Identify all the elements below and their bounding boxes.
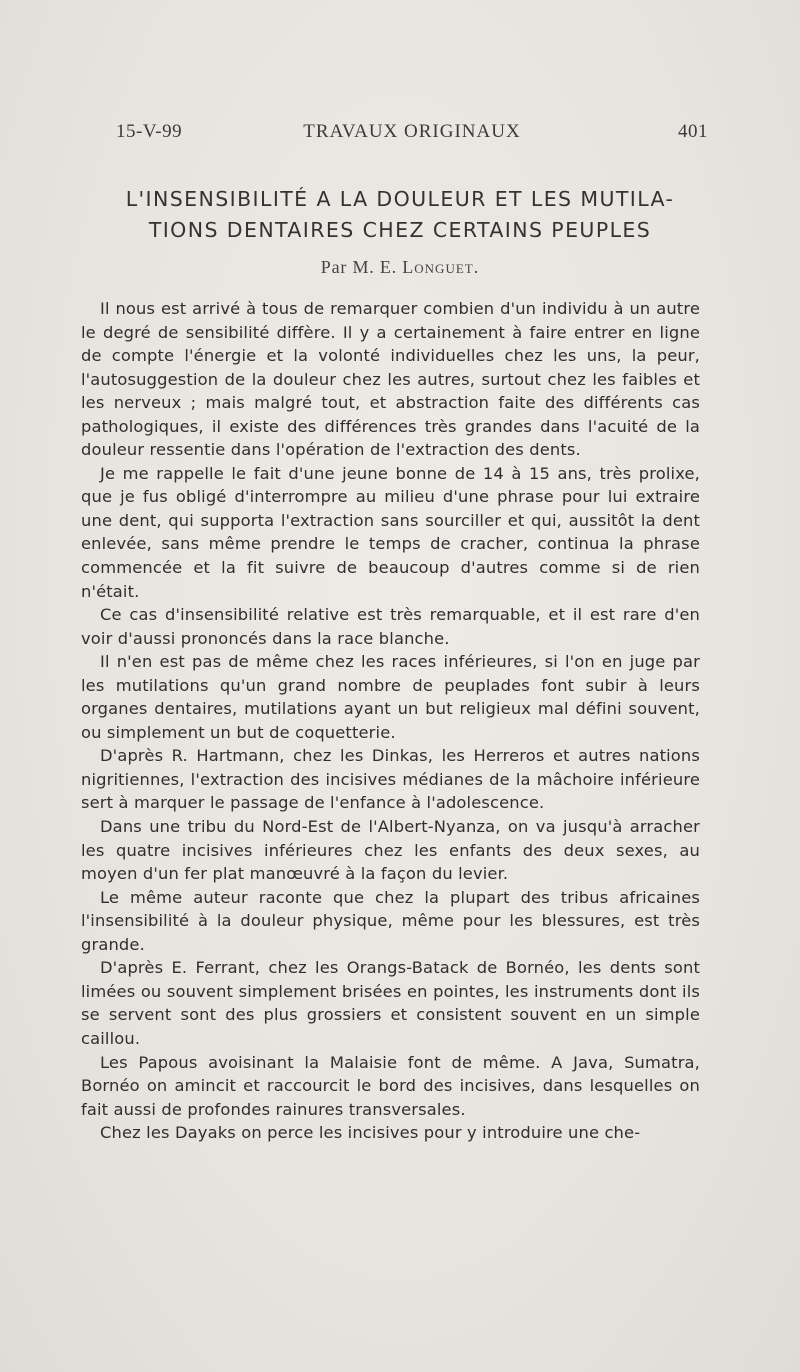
article-title-line-1: L'INSENSIBILITÉ A LA DOULEUR ET LES MUTILA-	[125, 187, 675, 211]
page-number: 401	[678, 121, 708, 142]
paragraph: Il n'en est pas de même chez les races inférieures, si l'on en juge par les mutilations qu'un grand nombre de peuplades font subir à leurs organes dentaires, mutilations ayant un but religieux mal défini souvent, ou simplement un but de coquetterie.	[81, 652, 700, 742]
issue-date: 15-V-99	[116, 121, 183, 142]
article-body	[81, 297, 700, 1145]
section-title: TRAVAUX ORIGINAUX	[303, 121, 521, 142]
article-title	[60, 184, 740, 246]
paragraph: D'après R. Hartmann, chez les Dinkas, les Herreros et autres nations nigritiennes, l'extraction des incisives médianes de la mâchoire inférieure sert à marquer le passage de l'enfance à l'adolescence.	[81, 746, 700, 813]
article-byline	[60, 257, 740, 278]
paragraph: Ce cas d'insensibilité relative est très remarquable, et il est rare d'en voir d'aussi prononcés dans la race blanche.	[81, 605, 700, 648]
paragraph: D'après E. Ferrant, chez les Orangs-Batack de Bornéo, les dents sont limées ou souvent simplement brisées en pointes, les instruments dont ils se servent sont des plus grossiers et consistent souvent en un simple caillou.	[81, 958, 700, 1048]
paragraph: Le même auteur raconte que chez la plupart des tribus africaines l'insensibilité à la douleur physique, même pour les blessures, est très grande.	[81, 887, 700, 954]
paragraph: Il nous est arrivé à tous de remarquer combien d'un individu à un autre le degré de sensibilité diffère. Il y a certainement à faire entrer en ligne de compte l'énergie et la volonté individuelles chez les uns, la peur, l'autosuggestion de la douleur chez les autres, surtout chez les faibles et les nerveux ; mais malgré tout, et abstraction faite des différents cas pathologiques, il existe des différences très grandes dans l'acuité de la douleur ressentie dans l'opération de l'extraction des dents.	[81, 299, 700, 460]
byline-prefix: Par M. E.	[320, 257, 403, 277]
paragraph: Chez les Dayaks on perce les incisives pour y introduire une che-	[100, 1123, 641, 1143]
running-header	[116, 121, 708, 149]
byline-author: Longuet.	[402, 257, 480, 277]
paragraph: Les Papous avoisinant la Malaisie font de même. A Java, Sumatra, Bornéo on amincit et raccourcit le bord des incisives, dans lesquelles on fait aussi de profondes rainures transversales.	[81, 1052, 700, 1119]
article-title-line-2: TIONS DENTAIRES CHEZ CERTAINS PEUPLES	[148, 218, 652, 242]
paragraph: Je me rappelle le fait d'une jeune bonne de 14 à 15 ans, très prolixe, que je fus obligé d'interrompre au milieu d'une phrase pour lui extraire une dent, qui supporta l'extraction sans sourciller et qui, aussitôt la dent enlevée, sans même prendre le temps de cracher, continua la phrase commencée et la fit suivre de beaucoup d'autres comme si de rien n'était.	[81, 463, 700, 601]
paragraph: Dans une tribu du Nord-Est de l'Albert-Nyanza, on va jusqu'à arracher les quatre incisives inférieures chez les enfants des deux sexes, au moyen d'un fer plat manœuvré à la façon du levier.	[81, 817, 700, 884]
